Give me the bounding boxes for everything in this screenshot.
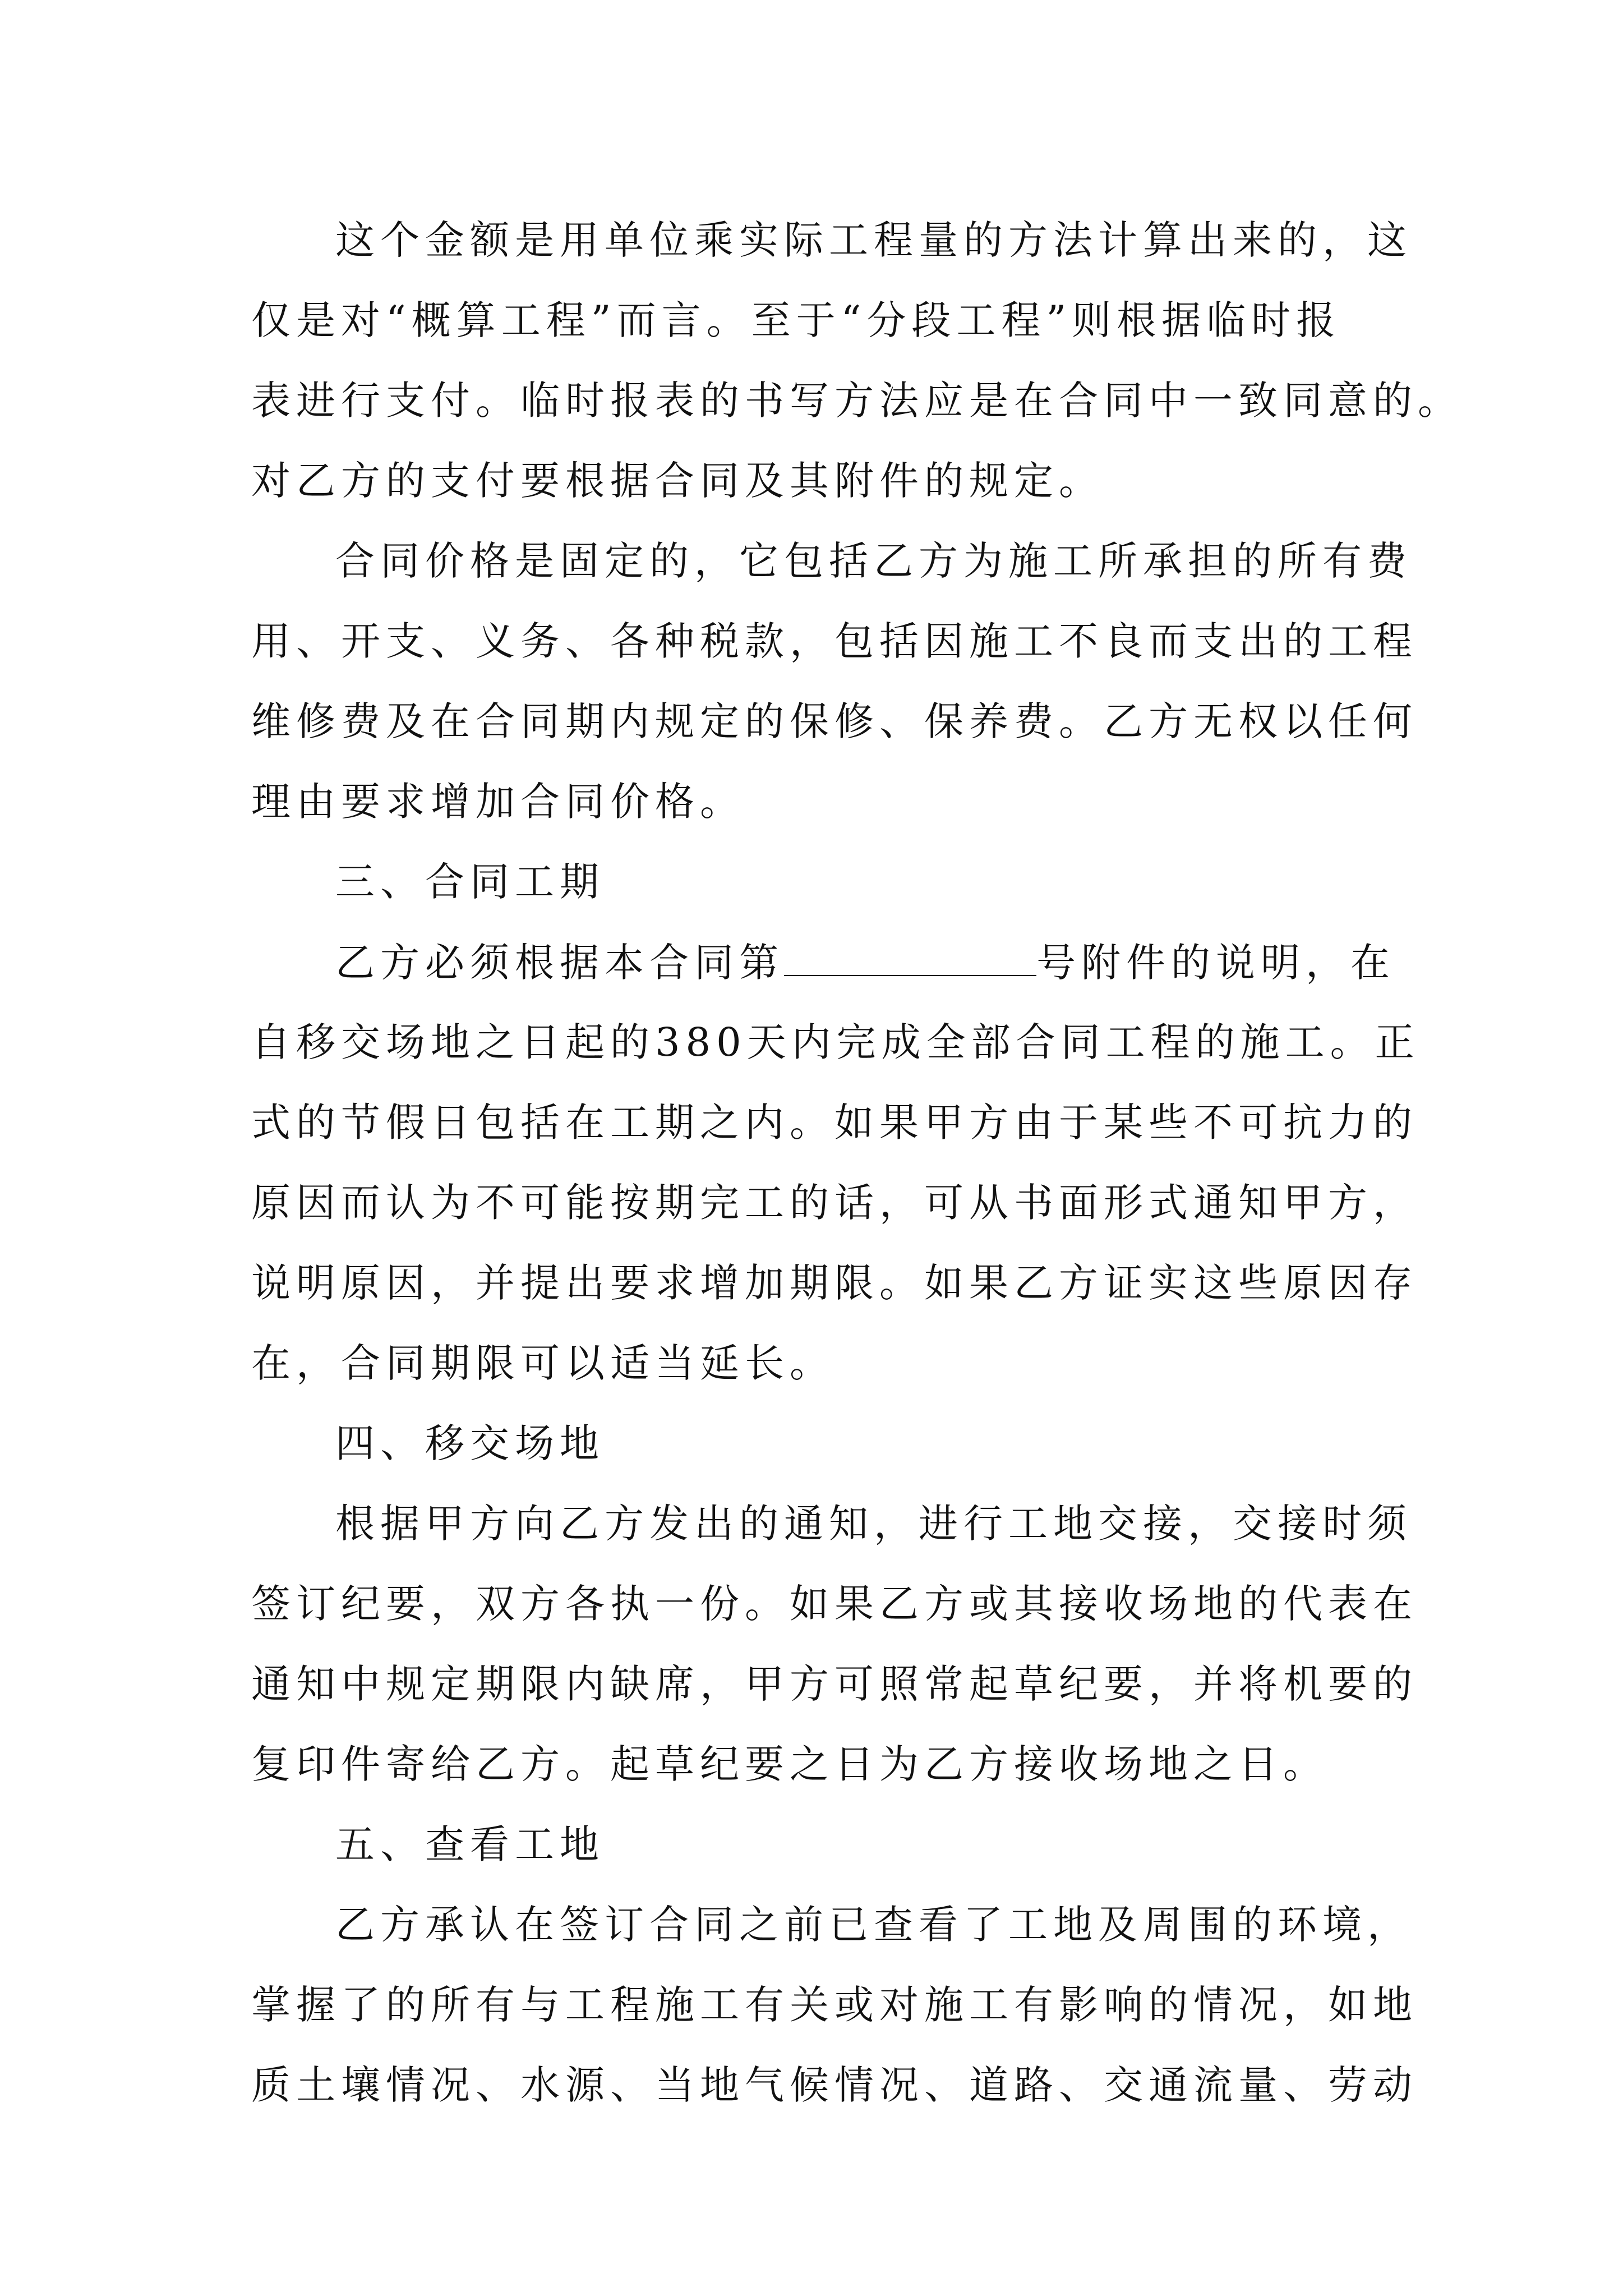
text-before-blank: 乙方必须根据本合同第 <box>335 940 784 986</box>
text-line: 用、开支、义务、各种税款，包括因施工不良而支出的工程 <box>251 618 1418 664</box>
text-line: 自移交场地之日起的380天内完成全部合同工程的施工。正 <box>251 1019 1420 1065</box>
text-line: 说明原因，并提出要求增加期限。如果乙方证实这些原因存 <box>251 1260 1418 1306</box>
text-line: 对乙方的支付要根据合同及其附件的规定。 <box>251 458 1104 504</box>
section-heading: 三、合同工期 <box>335 859 605 905</box>
text-line: 式的节假日包括在工期之内。如果甲方由于某些不可抗力的 <box>251 1099 1418 1145</box>
text-line: 复印件寄给乙方。起草纪要之日为乙方接收场地之日。 <box>251 1741 1328 1787</box>
text-line: 质土壤情况、水源、当地气候情况、道路、交通流量、劳动 <box>251 2062 1418 2108</box>
text-line: 签订纪要，双方各执一份。如果乙方或其接收场地的代表在 <box>251 1581 1418 1627</box>
text-line: 乙方承认在签订合同之前已查看了工地及周围的环境， <box>335 1902 1412 1948</box>
text-line: 在，合同期限可以适当延长。 <box>251 1340 834 1386</box>
text-line-with-blank <box>335 940 1395 986</box>
text-line: 原因而认为不可能按期完工的话，可从书面形式通知甲方， <box>251 1180 1418 1226</box>
section-heading: 四、移交场地 <box>335 1420 605 1466</box>
text-line: 维修费及在合同期内规定的保修、保养费。乙方无权以任何 <box>251 698 1418 744</box>
text-line: 合同价格是固定的，它包括乙方为施工所承担的所有费 <box>335 538 1412 584</box>
text-line: 根据甲方向乙方发出的通知，进行工地交接，交接时须 <box>335 1501 1412 1547</box>
text-line: 仅是对“概算工程”而言。至于“分段工程”则根据临时报 <box>251 297 1341 343</box>
text-line: 掌握了的所有与工程施工有关或对施工有影响的情况，如地 <box>251 1982 1418 2028</box>
text-line: 理由要求增加合同价格。 <box>251 779 745 825</box>
section-heading: 五、查看工地 <box>335 1821 605 1867</box>
fill-in-blank <box>784 942 1036 976</box>
text-line: 表进行支付。临时报表的书写方法应是在合同中一致同意的。 <box>251 378 1463 424</box>
text-line: 通知中规定期限内缺席，甲方可照常起草纪要，并将机要的 <box>251 1661 1418 1707</box>
text-after-blank: 号附件的说明，在 <box>1036 940 1395 986</box>
text-line: 这个金额是用单位乘实际工程量的方法计算出来的，这 <box>335 217 1412 263</box>
